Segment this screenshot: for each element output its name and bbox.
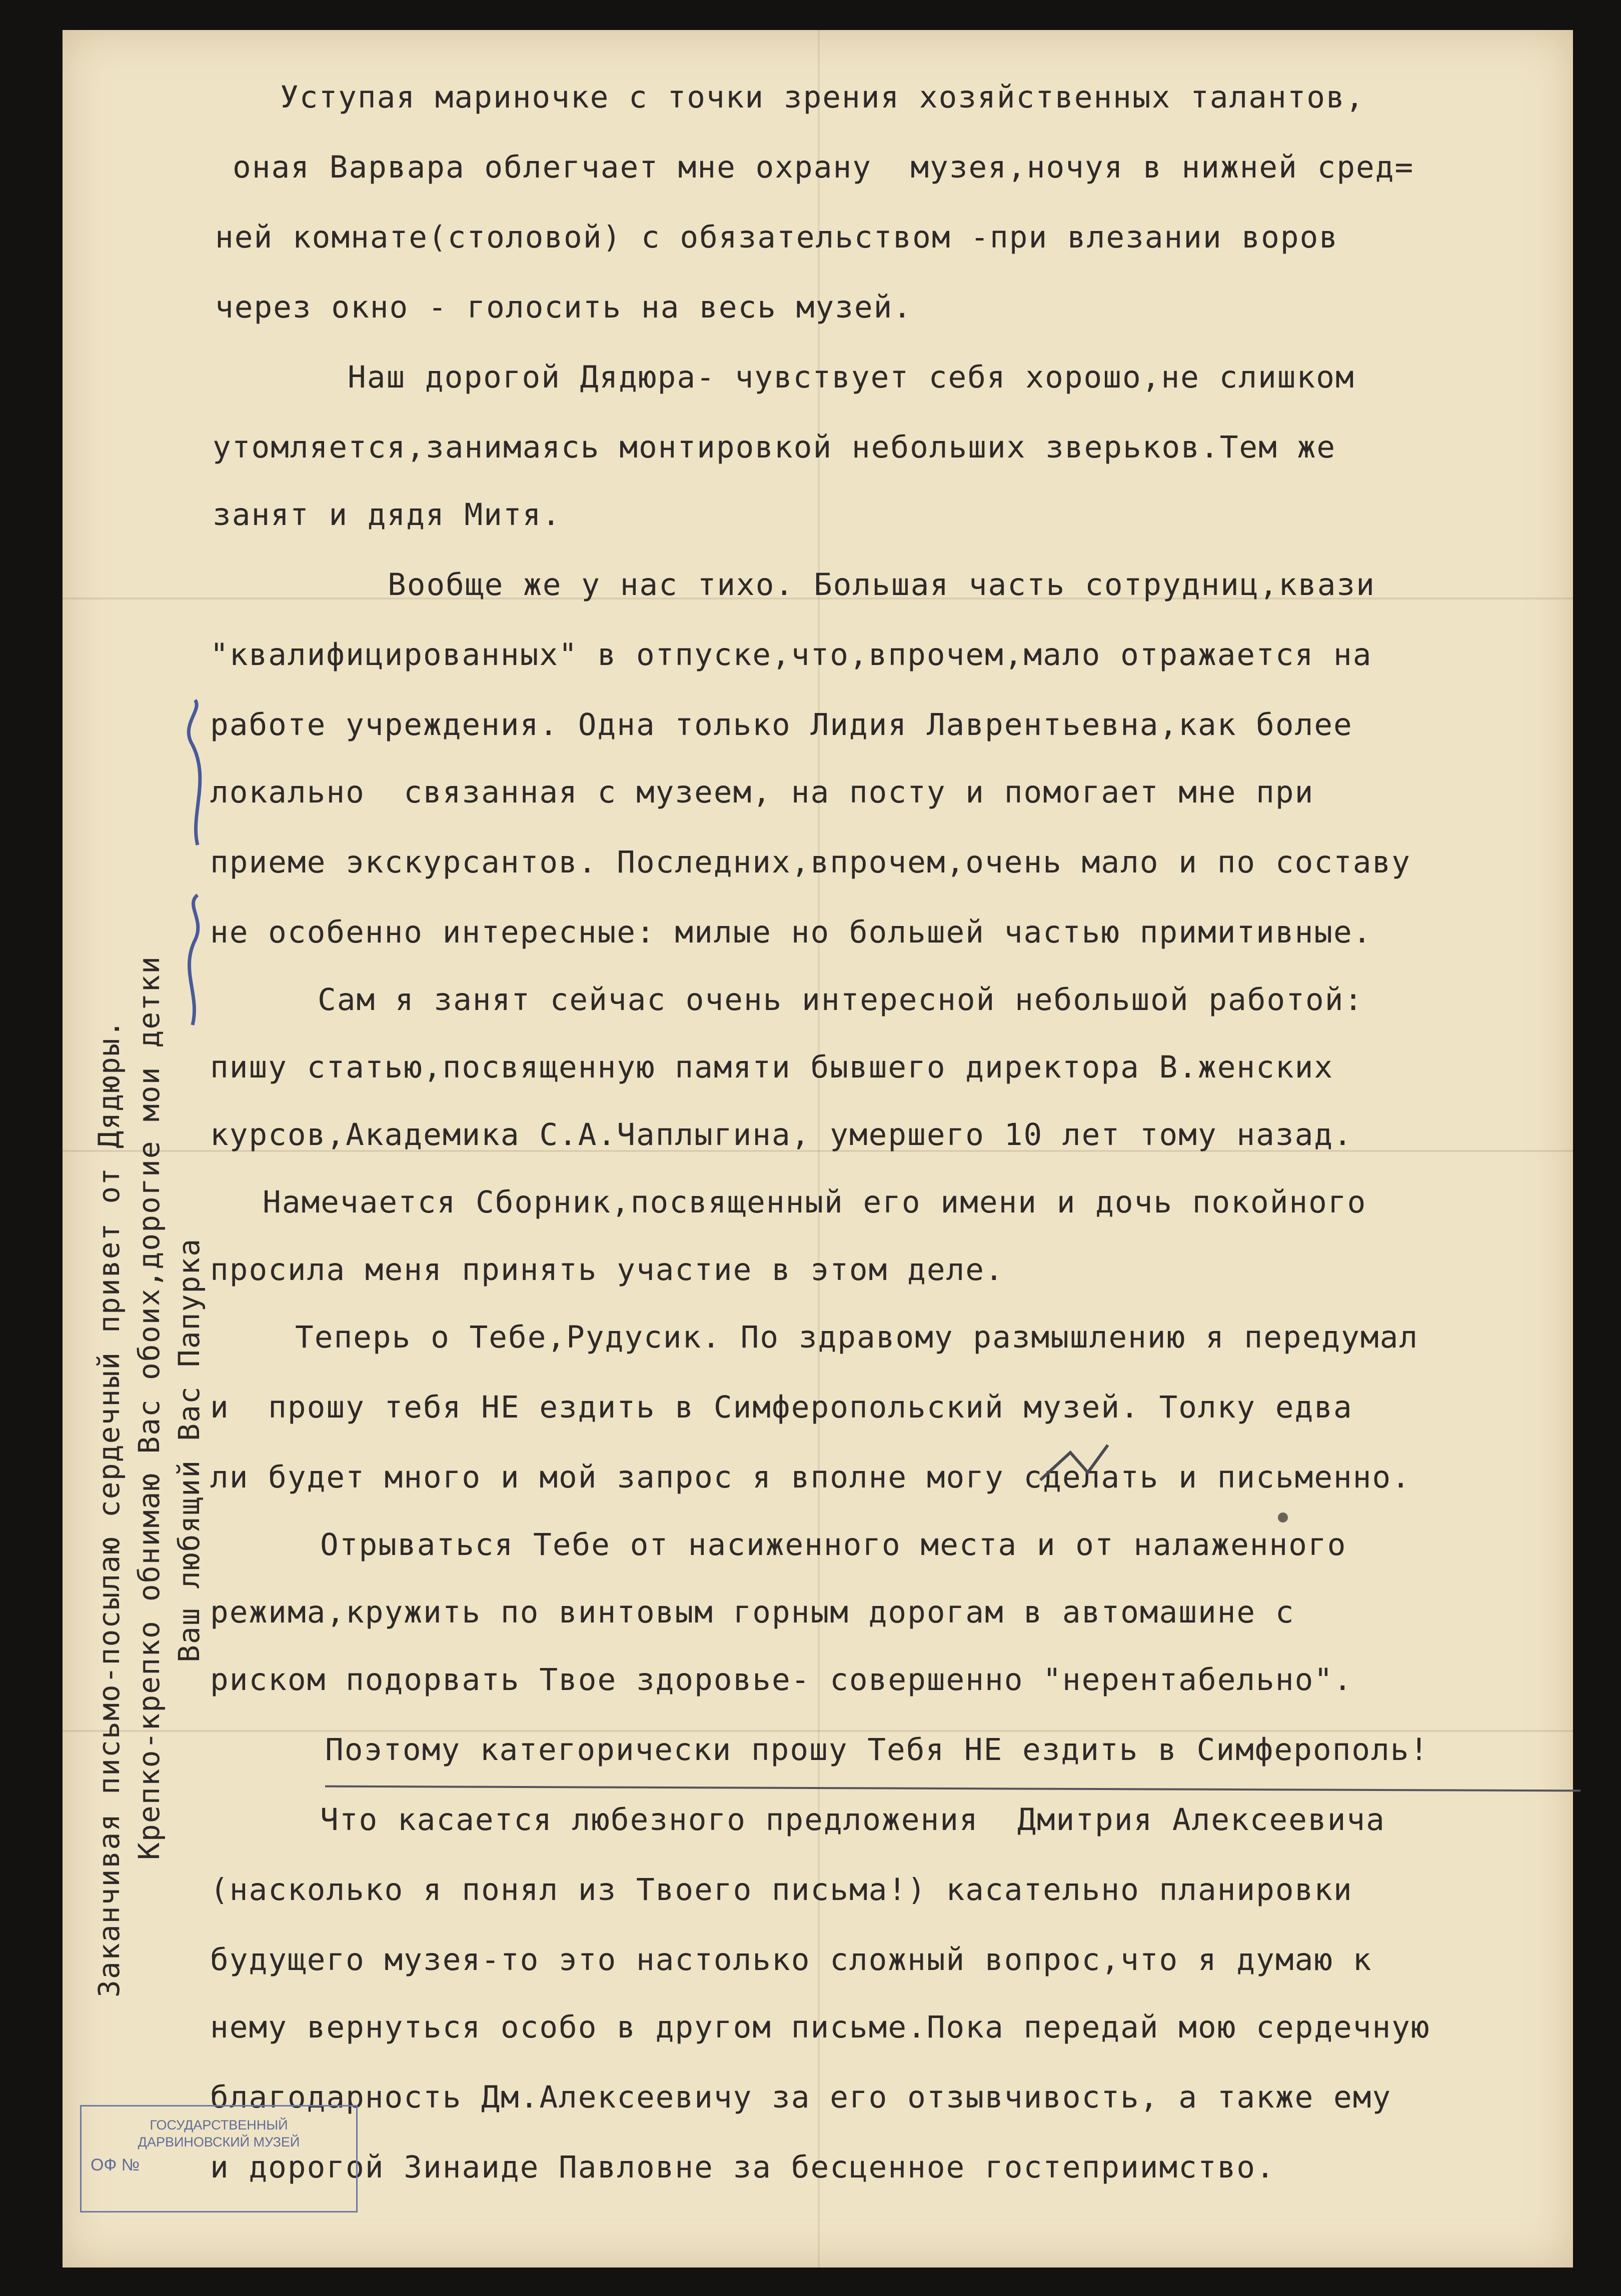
letter-line: утомляется,занимаясь монтировкой небольших зверьков.Тем же <box>213 430 1336 465</box>
letter-line: Поэтому категорически прошу Тебя НЕ ездить в Симферополь! <box>325 1732 1429 1768</box>
letter-line: Наш дорогой Дядюра- чувствует себя хорошо,не слишком <box>348 360 1355 395</box>
letter-line: ли будет много и мой запрос я вполне могу сделать и письменно. <box>210 1460 1411 1495</box>
letter-line: просила меня принять участие в этом деле. <box>210 1252 1004 1288</box>
letter-line: Отрываться Тебе от насиженного места и от налаженного <box>320 1527 1347 1562</box>
pencil-bracket-mark <box>189 700 200 845</box>
letter-line: Сам я занят сейчас очень интересной небольшой работой: <box>318 982 1364 1018</box>
letter-line: "квалифицированных" в отпуске,что,впрочем,мало отражается на <box>210 637 1372 672</box>
letter-line: и прошу тебя НЕ ездить в Симферопольский музей. Толку едва <box>210 1390 1353 1425</box>
letter-line: Намечается Сборник,посвященный его имени и дочь покойного <box>263 1184 1367 1220</box>
letter-line: ней комнате(столовой) с обязательством -при влезании воров <box>215 220 1339 255</box>
letter-line: благодарность Дм.Алексеевичу за его отзывчивость, а также ему <box>210 2080 1392 2115</box>
ink-spot <box>1278 1512 1288 1522</box>
letter-line: будущего музея-то это настолько сложный вопрос,что я думаю к <box>210 1942 1372 1978</box>
letter-line: занят и дядя Митя. <box>213 497 562 532</box>
pencil-bracket-mark <box>190 895 198 1025</box>
letter-line: не особенно интересные: милые но большей частью примитивные. <box>210 914 1372 950</box>
letter-line: (насколько я понял из Твоего письма!) касательно планировки <box>210 1872 1353 1908</box>
letter-line: оная Варвара облегчает мне охрану музея,ночуя в нижней сред= <box>233 150 1414 185</box>
letter-line: курсов,Академика С.А.Чаплыгина, умершего 10 лет тому назад. <box>210 1117 1353 1152</box>
letter-line: Уступая мариночке с точки зрения хозяйственных талантов, <box>280 80 1365 115</box>
stamp-line: ДАРВИНОВСКИЙ МУЗЕЙ <box>138 2134 300 2150</box>
margin-closing-line: Крепко-крепко обнимаю Вас обоих,дорогие мои детки <box>132 955 166 1860</box>
letter-line: локально связанная с музеем, на посту и помогает мне при <box>210 774 1314 810</box>
stamp-line: ГОСУДАРСТВЕННЫЙ <box>150 2118 288 2132</box>
letter-line: пишу статью,посвященную памяти бывшего директора В.женских <box>210 1050 1334 1085</box>
letter-line: режима,кружить по винтовым горным дорогам в автомашине с <box>210 1594 1295 1630</box>
letter-line: нему вернуться особо в другом письме.Пока передай мою сердечную <box>210 2010 1430 2045</box>
letter-line: риском подорвать Твое здоровье- совершенно "нерентабельно". <box>210 1662 1353 1698</box>
letter-line: приеме экскурсантов. Последних,впрочем,очень мало и по составу <box>210 844 1411 880</box>
correction-mark <box>1040 1445 1108 1480</box>
letter-line: Теперь о Тебе,Рудусик. По здравому размышлению я передумал <box>295 1320 1419 1355</box>
stamp-accession: ОФ № <box>91 2156 140 2174</box>
letter-line: Вообще же у нас тихо. Большая часть сотрудниц,квази <box>388 567 1375 602</box>
margin-signature-line: Ваш любящий Вас Папурка <box>172 1238 206 1662</box>
margin-closing-line: Заканчивая письмо-посылаю сердечный привет от Дядюры. <box>92 1019 126 1998</box>
letter-line: Что касается любезного предложения Дмитрия Алексеевича <box>320 1802 1385 1838</box>
museum-stamp <box>80 2105 358 2212</box>
letter-line: и дорогой Зинаиде Павловне за бесценное гостеприимство. <box>210 2150 1275 2185</box>
letter-line: работе учреждения. Одна только Лидия Лаврентьевна,как более <box>210 707 1353 742</box>
letter-line: через окно - голосить на весь музей. <box>215 290 913 325</box>
